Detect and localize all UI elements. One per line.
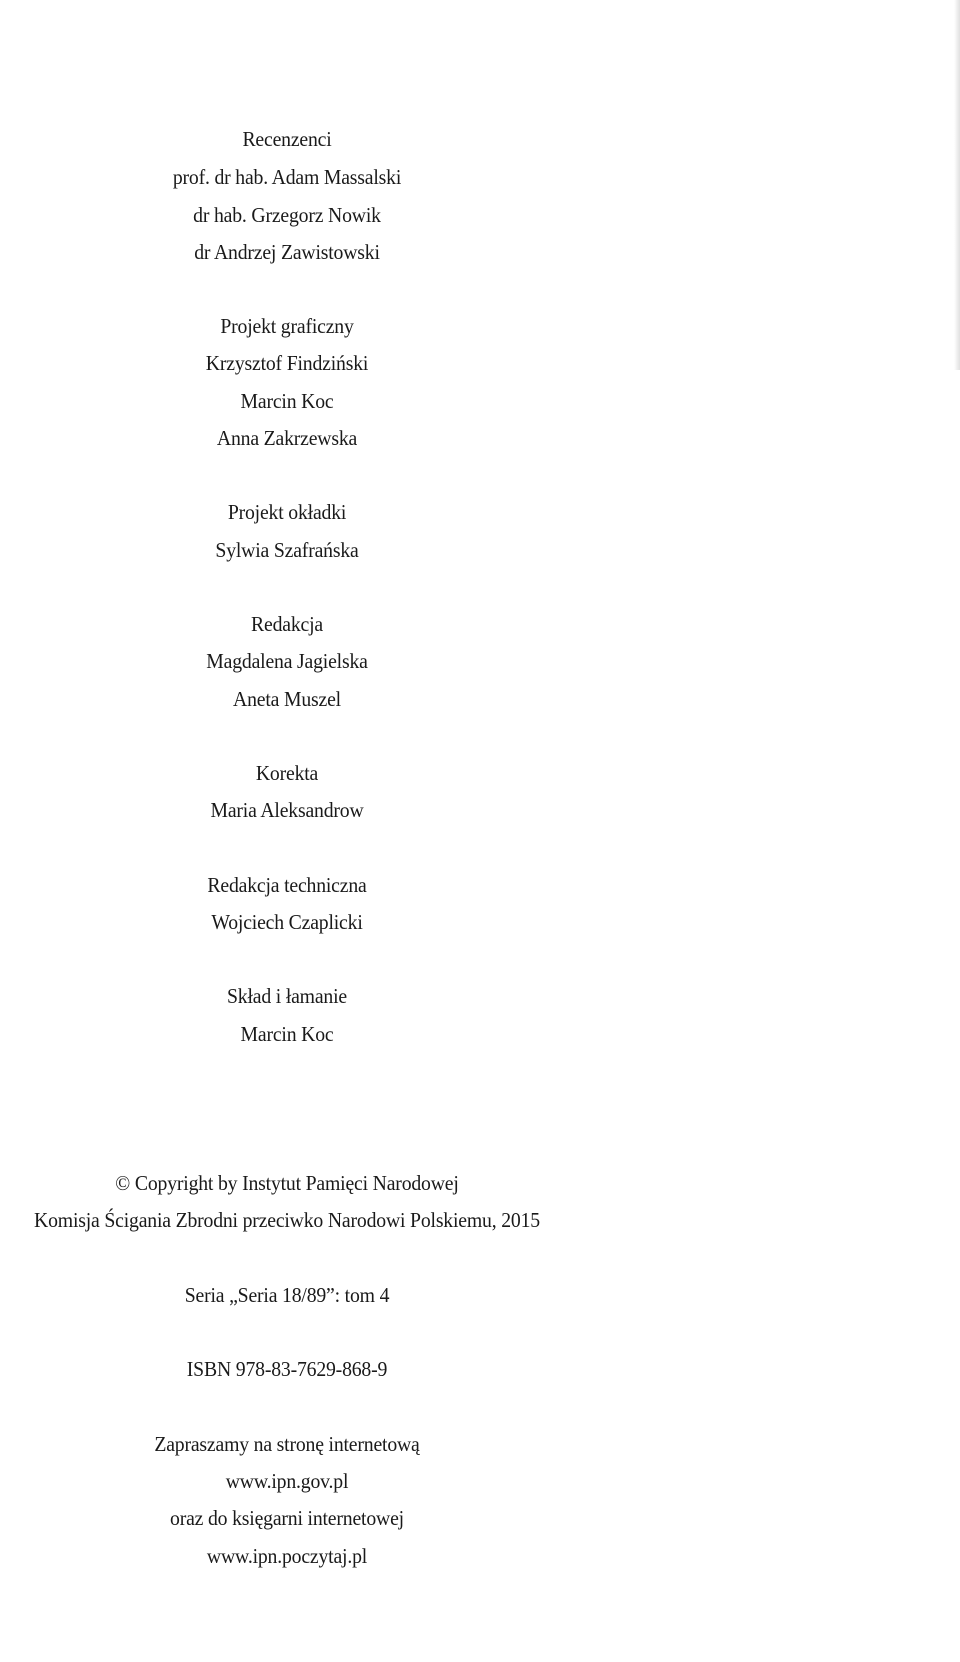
graphic-design-heading: Projekt graficzny [220,314,354,338]
website-url: www.ipn.gov.pl [225,1469,349,1493]
copyright-line: © Copyright by Instytut Pamięci Narodowej [115,1171,459,1195]
copyright-institution: Komisja Ścigania Zbrodni przeciwko Narodowi Polskiemu, 2015 [34,1208,540,1232]
typesetting-heading: Skład i łamanie [227,984,347,1008]
cover-designer-name: Sylwia Szafrańska [215,538,359,562]
editor-name: Magdalena Jagielska [206,649,368,673]
technical-editor-name: Wojciech Czaplicki [211,910,363,934]
technical-editing-heading: Redakcja techniczna [207,873,367,897]
reviewer-name: dr Andrzej Zawistowski [194,240,380,264]
reviewer-name: prof. dr hab. Adam Massalski [172,165,402,189]
series-info: Seria „Seria 18/89”: tom 4 [184,1283,390,1307]
page-edge-shadow [954,0,960,370]
proofreading-heading: Korekta [255,761,319,785]
website-invitation: Zapraszamy na stronę internetową [154,1432,420,1456]
cover-design-heading: Projekt okładki [227,500,347,524]
graphic-designer-name: Anna Zakrzewska [216,426,358,450]
reviewer-name: dr hab. Grzegorz Nowik [193,203,381,227]
graphic-designer-name: Krzysztof Findziński [205,351,369,375]
editing-heading: Redakcja [251,612,323,636]
bookstore-invitation: oraz do księgarni internetowej [170,1506,404,1530]
graphic-designer-name: Marcin Koc [240,389,334,413]
proofreader-name: Maria Aleksandrow [210,798,364,822]
editor-name: Aneta Muszel [233,687,341,711]
bookstore-url: www.ipn.poczytaj.pl [206,1544,368,1568]
reviewers-heading: Recenzenci [242,127,332,151]
isbn: ISBN 978-83-7629-868-9 [186,1357,388,1381]
typesetter-name: Marcin Koc [240,1022,334,1046]
